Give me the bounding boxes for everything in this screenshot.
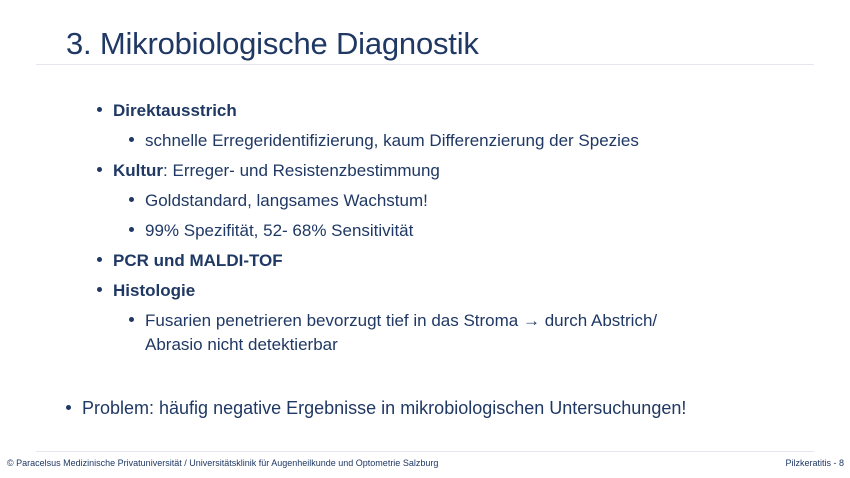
bullet-dot: [97, 257, 102, 262]
bullet-bold-label: Kultur: [113, 161, 164, 180]
footer-copyright: © Paracelsus Medizinische Privatuniversität / Universitätsklinik für Augenheilkunde und Optometrie Salzburg: [7, 458, 439, 468]
bullet-direktausstrich: [113, 100, 237, 121]
bullet-histologie: [113, 280, 195, 301]
bullet-text: schnelle Erregeridentifizierung, kaum Differenzierung der Spezies: [145, 131, 639, 150]
bullet-text: 99% Spezifität, 52- 68% Sensitivität: [145, 221, 414, 240]
bullet-problem: [82, 398, 686, 419]
bullet-dot: [129, 227, 134, 232]
bullet-kultur: [113, 160, 440, 181]
bullet-text-line-1: Fusarien penetrieren bevorzugt tief in das Stroma → durch Abstrich/: [145, 311, 658, 330]
bullet-text: : Erreger- und Resistenzbestimmung: [163, 161, 440, 180]
subbullet-fusarien: [145, 310, 657, 355]
bullet-dot: [129, 137, 134, 142]
bullet-dot: [97, 107, 102, 112]
bullet-dot: [97, 167, 102, 172]
bullet-bold-label: Histologie: [113, 281, 196, 300]
slide-title: 3. Mikrobiologische Diagnostik: [66, 26, 479, 61]
subbullet-spezifitaet: [145, 220, 413, 241]
subbullet-erregeridentifizierung: [145, 130, 639, 151]
bullet-dot: [129, 317, 134, 322]
footer-page-number: Pilzkeratitis - 8: [785, 458, 844, 468]
bullet-dot: [129, 197, 134, 202]
title-divider: [36, 64, 814, 65]
bullet-text-line-2: Abrasio nicht detektierbar: [145, 335, 338, 354]
bullet-bold-label: Direktausstrich: [113, 101, 237, 120]
bullet-text: Problem: häufig negative Ergebnisse in mikrobiologischen Untersuchungen!: [82, 398, 687, 418]
bullet-bold-label: PCR und MALDI-TOF: [113, 251, 283, 270]
subbullet-goldstandard: [145, 190, 428, 211]
bullet-pcr-maldi: [113, 250, 283, 271]
bullet-dot: [66, 405, 71, 410]
bullet-dot: [97, 287, 102, 292]
bullet-text: Goldstandard, langsames Wachstum!: [145, 191, 428, 210]
footer-divider: [36, 451, 814, 452]
